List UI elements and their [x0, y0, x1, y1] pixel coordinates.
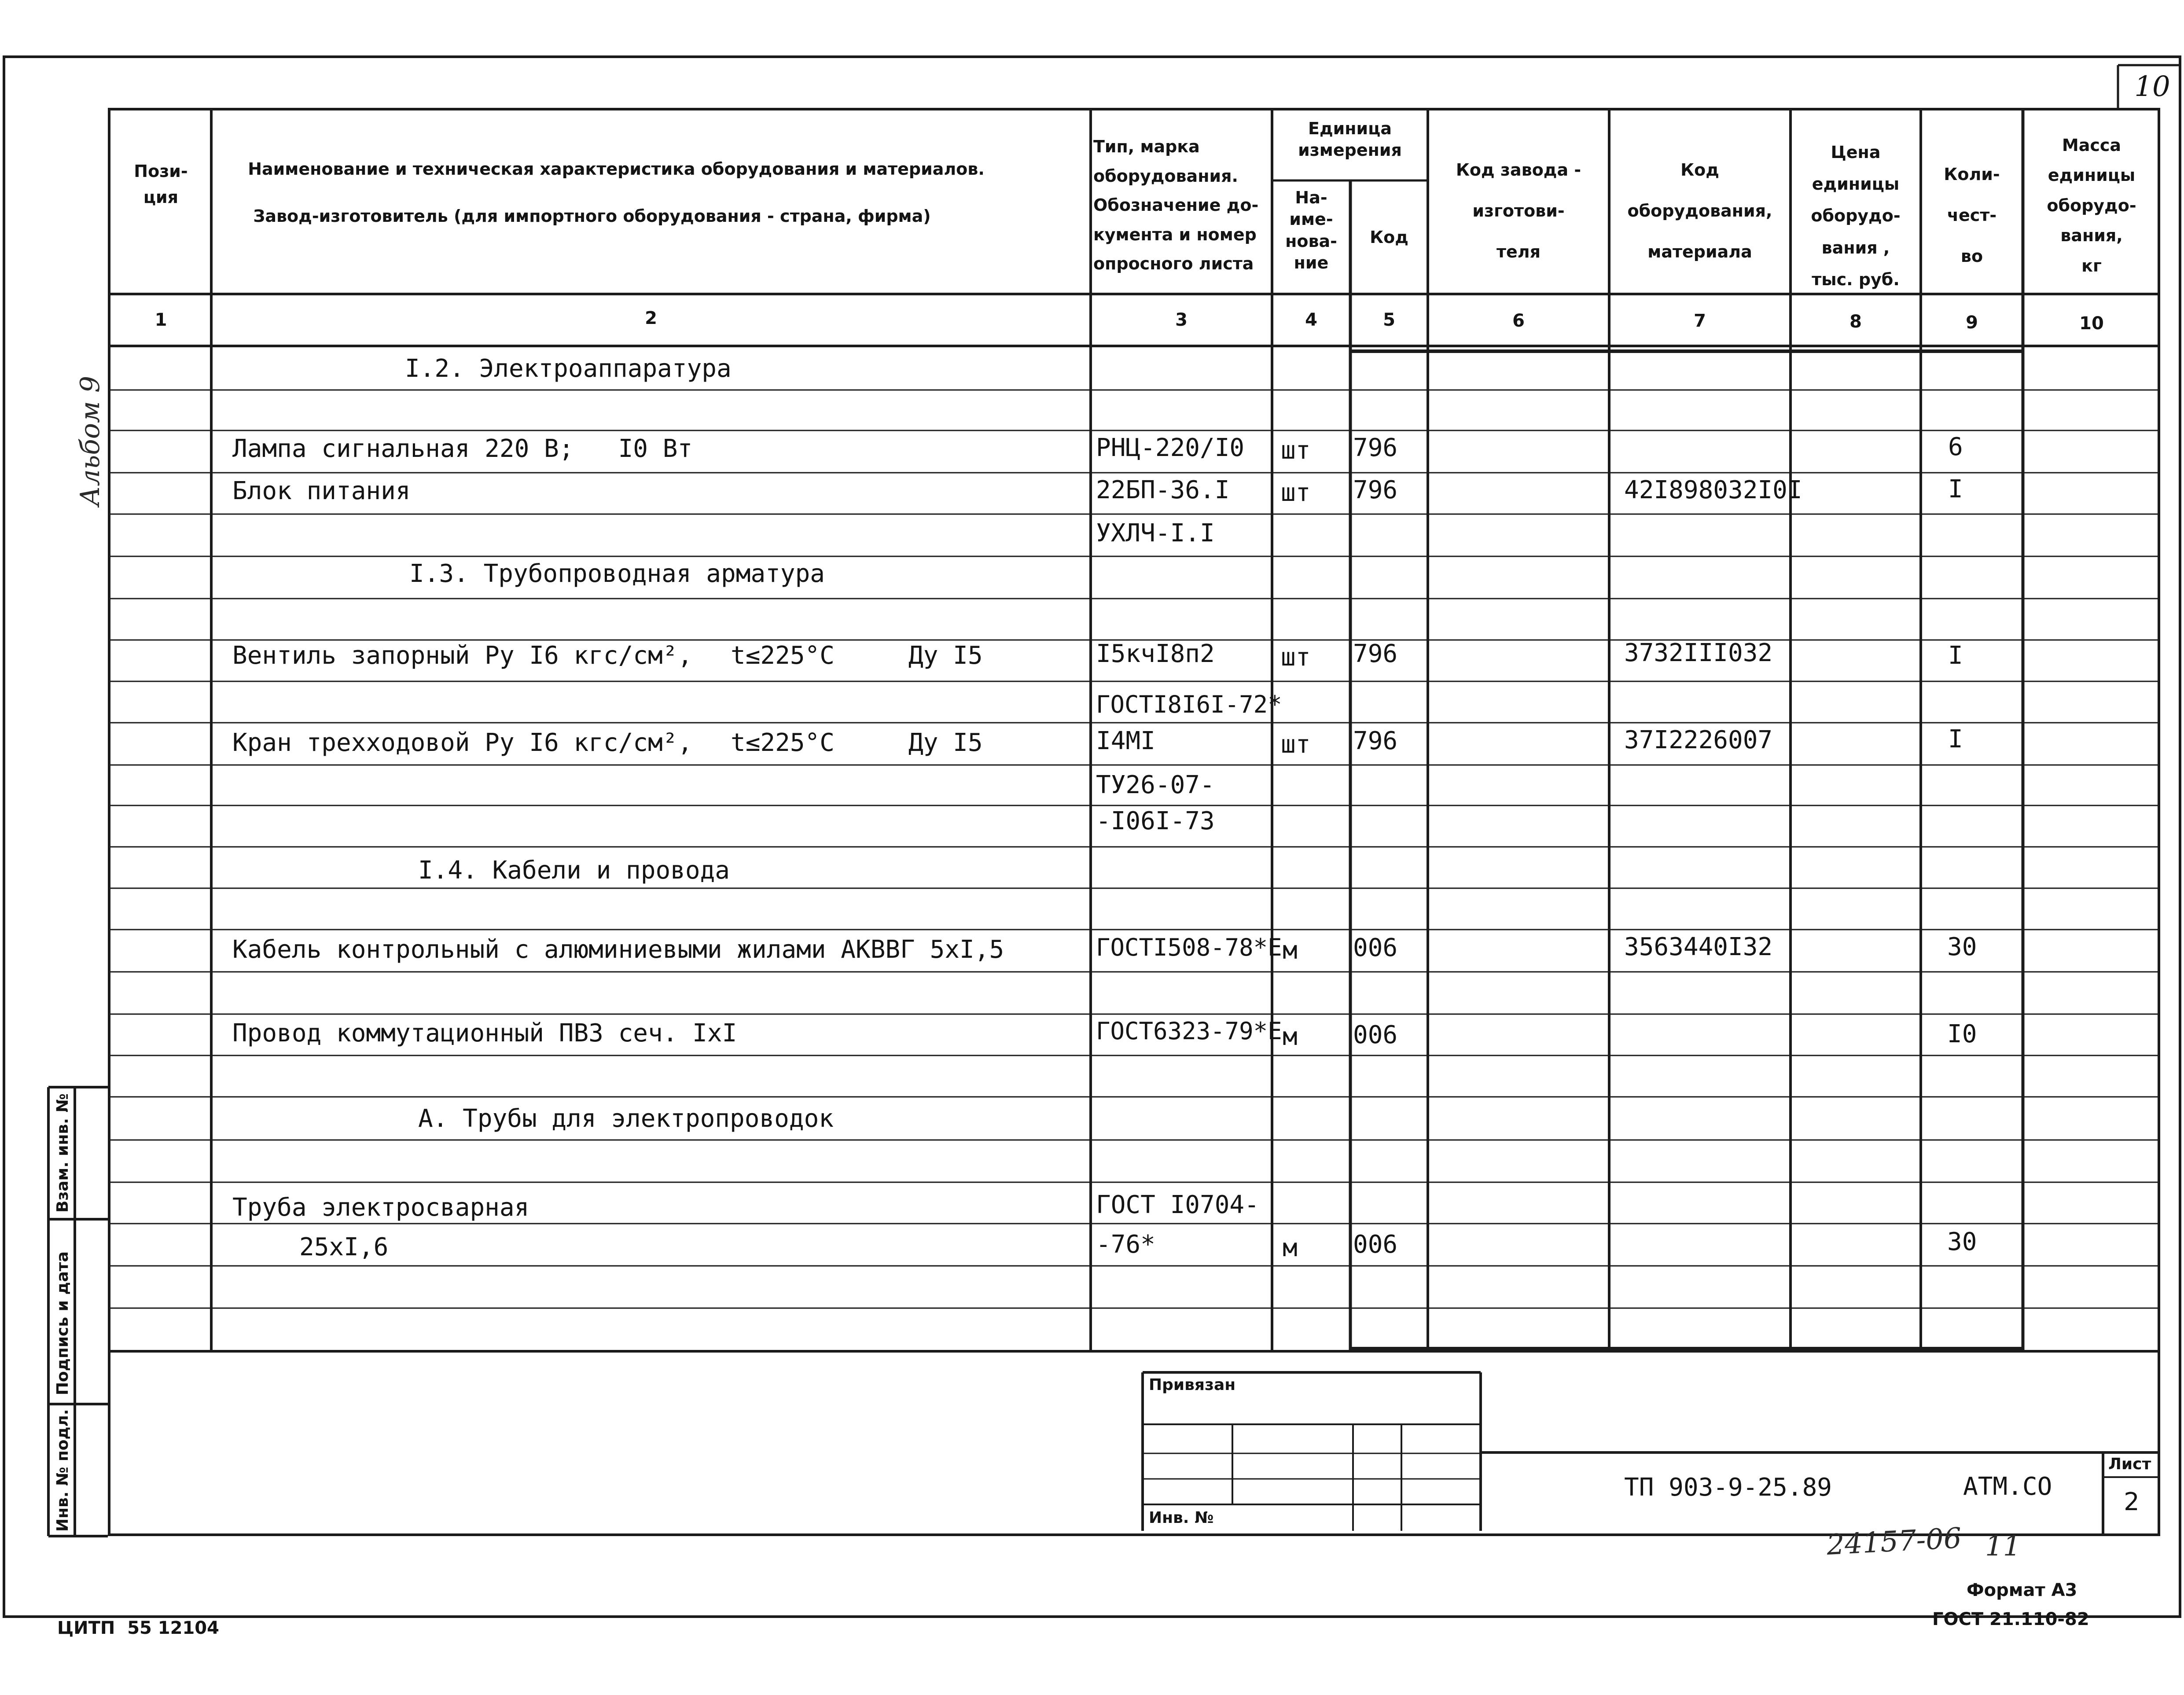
item-type: I4MI [1096, 727, 1155, 755]
column-number: 10 [2079, 313, 2104, 334]
bound-inv-label: Инв. № [1149, 1509, 1214, 1527]
item-unit-code: 006 [1353, 1230, 1398, 1259]
item-unit: м [1283, 936, 1298, 965]
header-name-line2: Завод-изготовитель (для импортного оборудования - страна, фирма) [253, 206, 931, 226]
item-type: -I06I-73 [1096, 807, 1215, 835]
item-unit: шт [1281, 730, 1311, 759]
column-number: 9 [1966, 313, 1978, 333]
item-type: ТУ26-07- [1096, 771, 1215, 799]
item-unit: м [1283, 1022, 1298, 1051]
sheet-corner-number: 10 [2134, 70, 2170, 103]
item-unit-code: 006 [1353, 934, 1398, 962]
bound-label: Привязан [1149, 1376, 1236, 1394]
item-type: ГОСТ6323-79*Е [1096, 1017, 1282, 1045]
side-stamp-vzam-inv: Взам. инв. № [54, 1093, 72, 1213]
document-code: ТП 903-9-25.89 [1624, 1473, 1832, 1502]
side-stamp-inv-podl: Инв. № подл. [54, 1409, 72, 1532]
format-label: Формат А3 [1967, 1580, 2077, 1600]
section-heading: А. Трубы для электропроводок [418, 1104, 834, 1133]
item-quantity: 30 [1947, 1228, 1977, 1256]
header-unit-code: Код [1370, 228, 1408, 247]
header-quantity: Коли- чест- во [1944, 165, 2000, 266]
column-number: 7 [1694, 311, 1706, 331]
handwritten-page-number: 11 [1985, 1530, 2021, 1563]
item-unit-code: 796 [1353, 727, 1398, 755]
item-name: 25хI,6 [299, 1233, 389, 1261]
item-unit-code: 796 [1353, 434, 1398, 462]
item-temperature: t≤225°C [731, 641, 835, 670]
item-name: Кран трехходовой Ру I6 кгс/см², [232, 728, 693, 757]
header-position: Пози- ция [134, 162, 188, 207]
column-number: 1 [154, 310, 167, 330]
item-quantity: I [1948, 475, 1963, 504]
sheet-number: 2 [2124, 1488, 2140, 1516]
org-label: ЦИТП 55 12104 [57, 1618, 219, 1638]
item-type: ГОСТI508-78*Е [1096, 934, 1282, 961]
item-equip-code: 3732III032 [1624, 639, 1773, 667]
section-heading: I.2. Электроаппаратура [405, 354, 732, 383]
section-heading: I.3. Трубопроводная арматура [409, 559, 825, 588]
side-stamp-podpis-data: Подпись и дата [54, 1251, 72, 1395]
section-heading: I.4. Кабели и провода [418, 856, 730, 885]
item-quantity: I [1948, 725, 1963, 754]
header-name-line1: Наименование и техническая характеристика оборудования и материалов. [248, 159, 985, 179]
sheet-label: Лист [2108, 1455, 2151, 1473]
header-plant-code: Код завода - изготови- теля [1456, 160, 1581, 262]
item-nominal-diameter: Ду I5 [908, 641, 983, 670]
item-quantity: I0 [1947, 1020, 1977, 1048]
column-number: 8 [1849, 312, 1862, 332]
item-unit-code: 796 [1353, 476, 1398, 504]
item-name: Лампа сигнальная 220 В; I0 Вт [232, 434, 693, 463]
column-number: 6 [1512, 311, 1525, 331]
gost-label: ГОСТ 21.110-82 [1932, 1609, 2089, 1629]
item-name: Кабель контрольный с алюминиевыми жилами АКВВГ 5хI,5 [232, 935, 1004, 964]
item-nominal-diameter: Ду I5 [908, 728, 983, 757]
item-temperature: t≤225°C [731, 728, 835, 757]
header-equip-code: Код оборудования, материала [1627, 160, 1772, 262]
item-equip-code: 3563440I32 [1624, 933, 1773, 961]
item-unit-code: 006 [1353, 1021, 1398, 1049]
item-unit: шт [1281, 478, 1311, 507]
item-equip-code: 42I898032I0I [1624, 476, 1802, 504]
item-quantity: 30 [1947, 933, 1977, 961]
item-name: Блок питания [232, 477, 411, 505]
item-type: 22БП-36.I [1096, 476, 1230, 504]
item-name: Вентиль запорный Ру I6 кгс/см², [232, 641, 693, 670]
header-price: Цена единицы оборудо- вания , тыс. руб. [1811, 143, 1901, 289]
header-type: Тип, марка оборудования. Обозначение до- кумента и номер опросного листа [1093, 137, 1259, 273]
header-mass: Масса единицы оборудо- вания, кг [2047, 136, 2136, 276]
item-unit: м [1283, 1234, 1298, 1262]
item-quantity: 6 [1948, 433, 1963, 461]
column-number: 4 [1305, 310, 1317, 330]
item-unit-code: 796 [1353, 640, 1398, 668]
item-type: ГОСТI8I6I-72* [1096, 691, 1282, 718]
item-name: Труба электросварная [232, 1193, 529, 1222]
item-unit: шт [1281, 643, 1311, 672]
album-label: Альбом 9 [75, 375, 106, 506]
item-type: I5кчI8п2 [1096, 640, 1215, 668]
column-number: 5 [1383, 310, 1395, 330]
item-quantity: I [1948, 641, 1963, 670]
header-unit-name: На- име- нова- ние [1285, 188, 1337, 273]
header-unit-group: Единица измерения [1298, 119, 1402, 160]
item-type: -76* [1096, 1230, 1155, 1259]
item-type: УХЛЧ-I.I [1096, 519, 1215, 548]
document-mark: АТМ.СО [1963, 1472, 2052, 1501]
item-type: РНЦ-220/I0 [1096, 434, 1245, 462]
column-number: 3 [1175, 310, 1188, 330]
handwritten-archive-number: 24157-06 [1826, 1522, 1963, 1562]
item-name: Провод коммутационный ПВЗ сеч. IхI [232, 1019, 737, 1048]
column-number: 2 [645, 308, 657, 328]
item-equip-code: 37I2226007 [1624, 726, 1773, 754]
item-unit: шт [1281, 436, 1311, 465]
item-type: ГОСТ I0704- [1096, 1191, 1259, 1219]
